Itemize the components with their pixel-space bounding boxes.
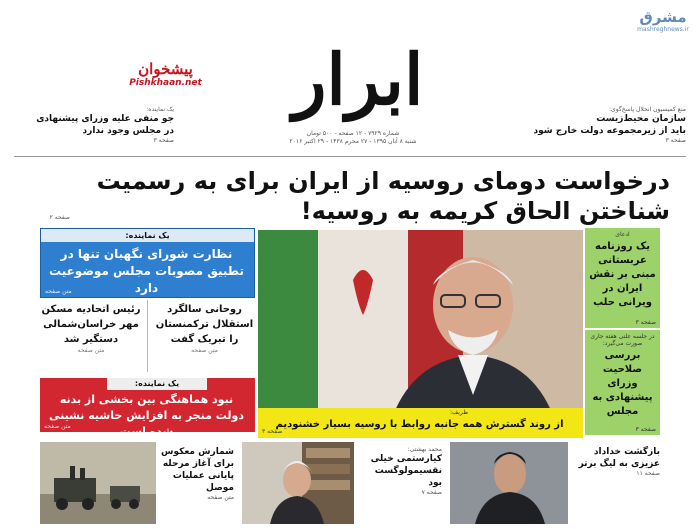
bottom-item-1-photo (40, 442, 156, 524)
photo-caption-title: از روند گسترش همه جانبه روابط با روسیه بسیار خشنودیم (275, 419, 564, 430)
pishkhan-logo (118, 60, 213, 88)
photo-caption-kicker: ظریف: (450, 409, 468, 416)
green-box-2[interactable] (585, 330, 660, 435)
top-right-title-1: سازمان محیط‌زیست (596, 114, 686, 124)
red-box-title: نبود هماهنگی بین بخشی از بدنه دولت منجر به افزایش حاشیه نشینی شده است (48, 393, 244, 438)
blue-box-title: نظارت شورای نگهبان تنها در تطبیق مصوبات مجلس موضوعیت دارد (49, 247, 244, 295)
bottom-item-3-title: بازگشت خداداد عزیزی به لیگ برتر (578, 447, 660, 469)
main-headline[interactable]: درخواست دومای روسیه از ایران برای به رسمیت شناختن الحاق کریمه به روسیه! (96, 167, 670, 225)
photo-caption-page: صفحه ۳ (262, 428, 283, 435)
red-box-kicker: یک نماینده: (107, 378, 207, 390)
green1-title: یک روزنامه عربستانی مبنی بر نقش ایران در ویرانی حلب (589, 241, 656, 308)
news-column-b[interactable] (152, 302, 257, 354)
issue-line-2: شنبه ۸ آبان ۱۳۹۵ - ۲۷ محرم ۱۴۳۸ - ۲۹ اکتبر ۲۰۱۶ (289, 138, 417, 145)
red-box-page: متن صفحه (44, 423, 71, 430)
bottom-item-2-photo (242, 442, 354, 524)
news-column-a[interactable] (40, 302, 142, 354)
bottom-item-2-title: کیارستمی خیلی نقسیمولوگست بود (370, 454, 442, 488)
person-photo-3 (450, 442, 568, 524)
bottom-strip (40, 442, 660, 529)
bottom-item-2-text (358, 446, 442, 496)
bottom-item-2[interactable] (242, 442, 442, 529)
top-left-page: صفحه ۳ (153, 137, 174, 144)
main-photo-image (258, 230, 583, 430)
issue-line-1: شماره ۷۹۲۹ - ۱۲ صفحه - ۵۰۰ تومان (306, 130, 400, 137)
pishkhan-en: Pishkhaan.net (129, 78, 202, 88)
top-right-kicker: منع کمیسیون انحلال پاسخ‌گوی: (609, 106, 686, 113)
bottom-item-3-photo (450, 442, 568, 524)
issue-line (258, 130, 448, 146)
bottom-item-2-page: صفحه ۷ (421, 489, 442, 496)
watermark-fa: مشرق (639, 8, 687, 26)
watermark-en: mashreghnews.ir (637, 26, 689, 33)
top-left-kicker: یک نماینده: (146, 106, 174, 113)
top-left-title-1: جو منفی علیه وزرای پیشنهادی (36, 114, 174, 124)
bottom-item-1-title: شمارش معکوس برای آغاز مرحله پایانی عملیات موصل (161, 447, 234, 493)
bottom-item-3-text (574, 446, 660, 477)
top-right-teaser[interactable] (511, 106, 686, 144)
green-box-1[interactable] (585, 228, 660, 328)
red-news-box[interactable] (40, 378, 255, 438)
green2-page: صفحه ۳ (635, 426, 656, 433)
bottom-item-1-text (160, 446, 234, 501)
col-b-title: روحانی سالگرد استقلال ترکمنستان را تبریک گفت (155, 304, 254, 345)
top-right-page: صفحه ۳ (665, 137, 686, 144)
blue-news-box[interactable] (40, 228, 255, 298)
bottom-item-1[interactable] (40, 442, 234, 529)
green2-title: بررسی صلاحیت وزرای پیشنهادی به مجلس (592, 350, 653, 417)
person-photo-2 (242, 442, 354, 524)
col-a-page: متن صفحه (77, 347, 105, 354)
pishkhan-fa: پیشخوان (138, 60, 193, 78)
watermark-logo (634, 8, 692, 33)
green1-kicker: ادعای (615, 231, 630, 238)
main-photo[interactable] (258, 230, 583, 430)
top-left-teaser[interactable] (14, 106, 174, 144)
bottom-item-3[interactable] (450, 442, 660, 529)
bottom-item-1-page: متن صفحه (207, 494, 234, 501)
photo-caption-bar[interactable] (258, 408, 583, 438)
masthead-title: ابرار (292, 38, 424, 121)
top-left-title-2: در مجلس وجود ندارد (82, 126, 174, 136)
header-divider (14, 156, 686, 157)
bottom-item-3-page: صفحه ۱۱ (636, 470, 660, 477)
column-divider (147, 300, 148, 372)
blue-box-page: متن صفحه (45, 288, 72, 295)
blue-box-kicker: یک نماینده: (41, 229, 254, 242)
col-b-page: متن صفحه (191, 347, 218, 354)
bottom-item-2-kicker: محمد بهشتی: (407, 446, 442, 453)
green2-kicker: در جلسه علنی هفته جاری صورت می‌گیرد: (590, 333, 655, 347)
main-headline-page: صفحه ۲ (49, 214, 70, 221)
top-right-title-2: باید از زیرمجموعه دولت خارج شود (533, 126, 686, 136)
green1-page: صفحه ۳ (635, 319, 656, 326)
col-a-title: رئیس اتحادیه مسکن مهر خراسان‌شمالی دستگیر شد (41, 304, 141, 345)
military-photo-1 (40, 442, 156, 524)
